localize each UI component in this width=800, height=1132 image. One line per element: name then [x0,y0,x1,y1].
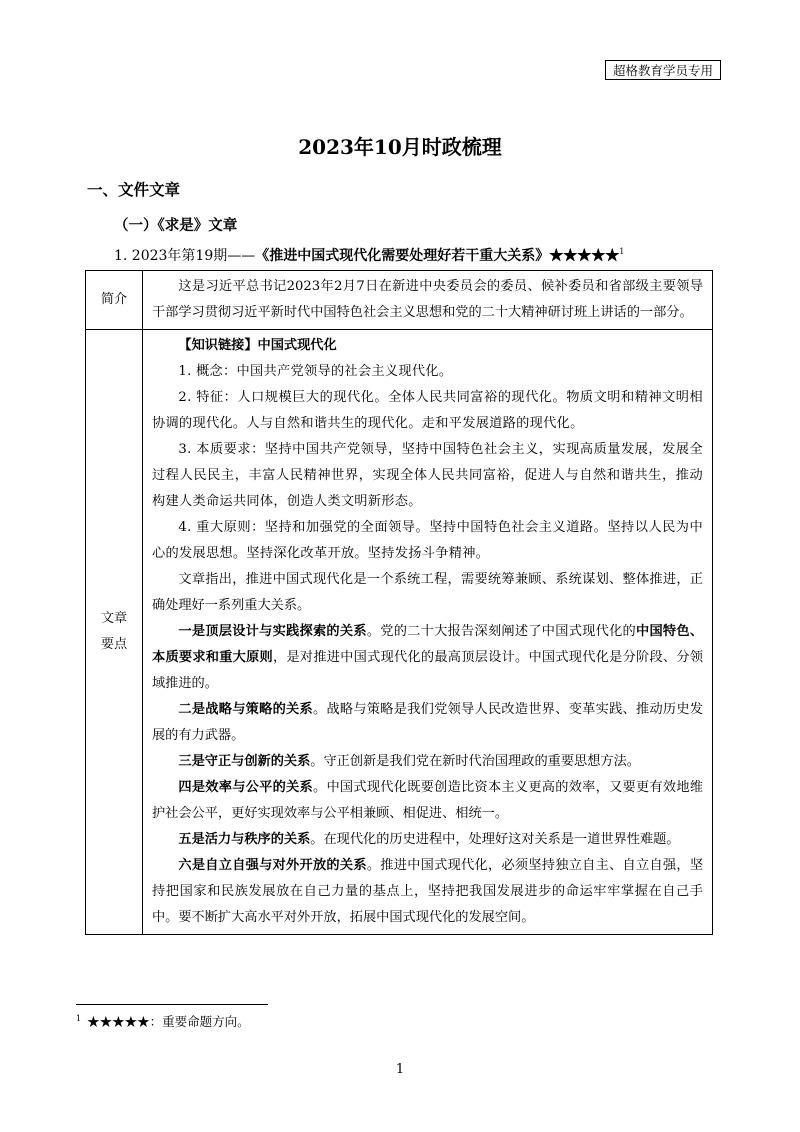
relation-4-text: 。中国式现代化既要创造比资本主义更高的效率，又要更有效地维护社会公平，更好实现效率与公平相兼顾、相促进、相统一。 [152,780,704,821]
intro-row [86,271,713,330]
relation-5-text: 。在现代化的历史进程中，处理好这对关系是一道世界性难题。 [310,832,680,847]
relation-6-heading: 六是自立自强与对外开放的关系 [178,858,367,873]
footnote-divider [76,1004,268,1005]
relation-1-emphasis: 中国特色、本质要求和重大原则 [152,624,704,665]
page-number: 1 [395,1062,405,1077]
relation-1-heading: 一是顶层设计与实践探索的关系 [178,624,367,639]
points-cell [143,330,713,935]
knowledge-link-title: 【知识链接】中国式现代化 [178,338,337,353]
relation-4 [152,775,703,827]
relation-4-heading: 四是效率与公平的关系 [178,780,313,795]
relation-3-heading: 三是守正与创新的关系 [178,754,311,769]
document-title: 2023年10月时政梳理 [298,135,502,159]
footnote [76,1012,250,1030]
subsection-heading: （一）《求是》文章 [114,217,238,234]
intro-cell [143,271,713,330]
relation-2-text: 。战略与策略是我们党领导人民改造世界、变革实践、推动历史发展的有力武器。 [152,702,704,743]
relation-5-heading: 五是活力与秩序的关系 [178,832,311,847]
kb-item-2: 2. 特征：人口规模巨大的现代化。全体人民共同富裕的现代化。物质文明和精神文明相协调的现代化。人与自然和谐共生的现代化。走和平发展道路的现代化。 [152,390,703,431]
footnote-text: ★★★★★：重要命题方向。 [87,1014,250,1029]
relation-1-text-b: ，是对推进中国式现代化的最高顶层设计。中国式现代化是分阶段、分领域推进的。 [152,650,704,691]
intro-label: 简介 [86,271,143,330]
section-heading: 一、文件文章 [87,180,181,199]
points-label-line1: 文章 [100,611,128,626]
relation-1-text-a: 。党的二十大报告深刻阐述了中国式现代化的 [366,624,636,639]
relation-2 [152,697,703,749]
item-prefix: 1. 2023年第19期—— [114,248,256,264]
points-row [86,330,713,935]
points-label-line2: 要点 [100,637,128,652]
kb-item-1: 1. 概念：中国共产党领导的社会主义现代化。 [178,364,453,379]
relation-3-text: 。守正创新是我们党在新时代治国理政的重要思想方法。 [310,754,640,769]
summary-paragraph: 文章指出，推进中国式现代化是一个系统工程，需要统筹兼顾、系统谋划、整体推进，正确处理好一系列重大关系。 [152,572,703,613]
intro-text: 这是习近平总书记2023年2月7日在新进中央委员会的委员、候补委员和省部级主要领导干部学习贯彻习近平新时代中国特色社会主义思想和党的二十大精神研讨班上讲话的一部分。 [152,279,703,320]
footnote-ref: 1 [619,247,625,256]
relation-3 [152,749,703,775]
relation-1 [152,619,703,697]
relation-6-text: 。推进中国式现代化，必须坚持独立自主、自立自强，坚持把国家和民族发展放在自己力量的基点上，坚持把我国发展进步的命运牢牢掌握在自己手中。要不断扩大高水平对外开放，拓展中国式现代化的发展空间。 [152,858,704,925]
item-heading [114,245,624,265]
points-label [86,330,143,935]
watermark-label: 超格教育学员专用 [605,60,721,80]
footnote-number: 1 [76,1014,82,1023]
kb-item-3: 3. 本质要求：坚持中国共产党领导，坚持中国特色社会主义，实现高质量发展，发展全过程人民民主，丰富人民精神世界，实现全体人民共同富裕，促进人与自然和谐共生，推动构建人类命运共同体，创造人类文明新形态。 [152,442,703,509]
article-table [85,270,713,935]
item-title: 《推进中国式现代化需要处理好若干重大关系》★★★★★ [255,248,620,264]
relation-5 [152,827,703,853]
relation-6 [152,853,703,931]
kb-item-4: 4. 重大原则：坚持和加强党的全面领导。坚持中国特色社会主义道路。坚持以人民为中心的发展思想。坚持深化改革开放。坚持发扬斗争精神。 [152,520,703,561]
relation-2-heading: 二是战略与策略的关系 [178,702,313,717]
